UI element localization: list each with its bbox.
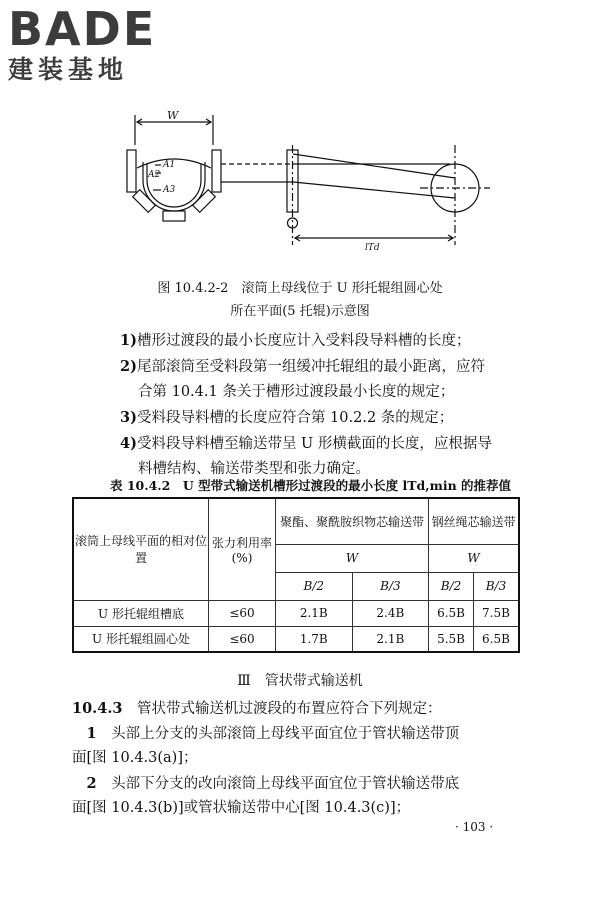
subheader: B/2 [429,572,474,600]
table-title: 表 10.4.2 U 型带式输送机槽形过渡段的最小长度 lTd,min 的推荐值 [110,478,512,493]
list-item: 2)尾部滚筒至受料段第一组缓冲托辊组的最小距离，应符 [120,358,485,375]
figure-caption-line1: 图 10.4.2-2 滚筒上母线位于 U 形托辊组圆心处 [157,281,443,296]
label-a2: A2 [148,170,161,180]
label-ltd: lTd [365,243,380,253]
header-fabric-belt: 聚酯、聚酰胺织物芯输送带 [276,498,429,544]
header-position: 滚筒上母线平面的相对位置 [73,498,209,600]
cell-value: 7.5B [473,600,519,626]
cell-value: 5.5B [429,626,474,652]
page-number: · 103 · [455,820,494,834]
subheader: B/3 [352,572,429,600]
list-item: 3)受料段导料槽的长度应符合第 10.2.2 条的规定； [120,409,454,426]
table-row [73,626,519,652]
label-w: W [167,110,179,122]
clause-item-continuation: 面[图 10.4.3(a)]； [72,750,198,766]
cell-position: U 形托辊组槽底 [73,600,209,626]
label-a3: A3 [163,185,176,195]
cell-value: 6.5B [473,626,519,652]
list-item: 4)受料段导料槽至输送带呈 U 形横截面的长度，应根据导 [120,435,492,452]
cell-value: 2.1B [352,626,429,652]
clause-item-continuation: 面[图 10.4.3(b)]或管状输送带中心[图 10.4.3(c)]； [72,800,411,816]
subheader: B/2 [276,572,353,600]
section-roman: Ⅲ [237,673,251,689]
header-w-steel: W [429,544,519,572]
list-item: 1)槽形过渡段的最小长度应计入受料段导料槽的长度； [120,332,471,349]
clause-10-4-3 [72,697,532,721]
list-item-continuation: 料槽结构、输送带类型和张力确定。 [138,461,370,477]
cell-value: 2.1B [276,600,353,626]
list-item-continuation: 合第 10.4.1 条关于槽形过渡段最小长度的规定； [138,384,455,400]
logo [8,2,157,84]
cell-tension: ≤60 [209,600,276,626]
cell-value: 1.7B [276,626,353,652]
label-a1: A1 [163,160,176,170]
section-title: 管状带式输送机 [264,673,363,689]
section-heading [0,670,600,690]
cell-position: U 形托辊组圆心处 [73,626,209,652]
figure-caption-line2: 所在平面(5 托辊)示意图 [230,304,370,319]
clause-text: 管状带式输送机过渡段的布置应符合下列规定： [136,701,442,717]
subheader: B/3 [473,572,519,600]
cell-tension: ≤60 [209,626,276,652]
requirements-list [120,328,540,482]
transition-length-table [72,497,520,653]
clause-item: 2 头部下分支的改向滚筒上母线平面宜位于管状输送带底 [86,775,460,792]
clause-item: 1 头部上分支的头部滚筒上母线平面宜位于管状输送带顶 [86,725,460,742]
logo-subtitle: 建装基地 [8,55,129,84]
logo-brand: BADE [8,2,157,56]
cell-value: 6.5B [429,600,474,626]
header-tension: 张力利用率(%) [209,498,276,600]
header-steel-belt: 钢丝绳芯输送带 [429,498,519,544]
table-row [73,600,519,626]
cell-value: 2.4B [352,600,429,626]
clause-number: 10.4.3 [72,700,123,717]
header-w-fabric: W [276,544,429,572]
u-idler-diagram [115,110,490,255]
